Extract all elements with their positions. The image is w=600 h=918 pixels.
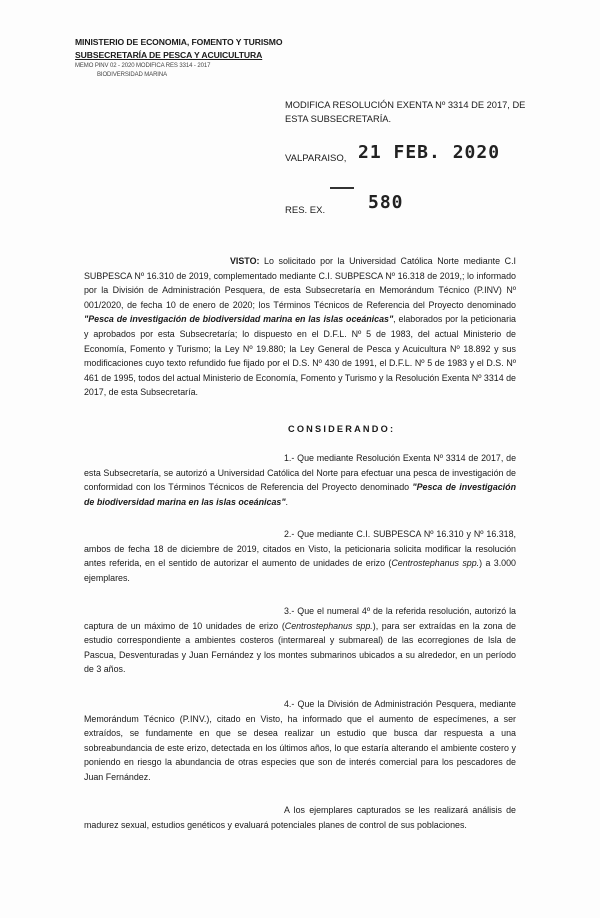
resolution-label (285, 205, 325, 216)
considerando-item-1 (84, 451, 516, 509)
subsecretaria-name: SUBSECRETARÍA DE PESCA Y ACUICULTURA (75, 50, 263, 60)
ministry-name: MINISTERIO DE ECONOMIA, FOMENTO Y TURISMO (75, 37, 283, 47)
item-1-text: 1.- Que mediante Resolución Exenta Nº 3314 de 2017, de esta Subsecretaría, se autorizó a Universidad Católica del Norte para efectuar una pesca de investigación de conformidad con los Términos Técnicos de Referencia del Proyecto denominado (84, 453, 516, 493)
considerando-heading: CONSIDERANDO: (288, 424, 396, 434)
considerando-item-2 (84, 527, 516, 585)
item-2-species: Centrostephanus spp. (391, 558, 480, 569)
considerando-item-3 (84, 604, 516, 677)
considerando-closing-paragraph (84, 803, 516, 832)
visto-lead: VISTO: (230, 256, 260, 266)
resolution-label-text: RES. EX. (285, 205, 326, 216)
item-4-text: 4.- Que la División de Administración Pesquera, mediante Memorándum Técnico (P.INV.), citado en Visto, ha informado que el aumento de especímenes, a ser extraídos, se fundamente en que se desea realizar un estudio que busca dar respuesta a una sobreabundancia de este erizo, detectada en los últimos años, lo que estaría alterando el ambiente costero y poniendo en riesgo la abundancia de otras especies que son de interés comercial para los pescadores de Juan Fernández. (84, 699, 516, 782)
visto-project-title: "Pesca de investigación de biodiversidad marina en las islas oceánicas" (84, 314, 394, 325)
item-3-text: 3.- Que el numeral 4º de la referida resolución, autorizó la captura de un máximo de 10 unidades de erizo ( (84, 606, 516, 631)
considerando-item-4 (84, 697, 516, 785)
item-3-species: Centrostephanus spp. (284, 620, 373, 631)
resolution-subject: MODIFICA RESOLUCIÓN EXENTA Nº 3314 DE 2017, DE ESTA SUBSECRETARÍA. (285, 100, 526, 124)
memo-reference: MEMO PINV 02 - 2020 MODIFICA RES 3314 - 2017 (75, 63, 211, 69)
visto-text-1: Lo solicitado por la Universidad Católica Norte mediante C.I SUBPESCA Nº 16.310 de 2019, complementado mediante C.I. SUBPESCA Nº 16.318 de 2019,; lo informado por la División de Administración Pesquera, de esta Subsecretaría en Memorándum Técnico (P.INV) Nº 001/2020, de fecha 10 de enero de 2020; los Términos Técnicos de Referencia del Proyecto denominado (84, 256, 516, 310)
item-2-text-end: ) a 3.000 ejemplares. (84, 558, 516, 583)
visto-paragraph (84, 254, 516, 400)
visto-text-2: , elaborados por la peticionaria y aprobados por esta Subsecretaría; lo dispuesto en el D.F.L. Nº 5 de 1983, del actual Ministerio de Economía, Fomento y Turismo; la Ley Nº 19.880; la Ley General de Pesca y Acuicultura Nº 18.892 y sus modificaciones cuyo texto refundido fue fijado por el D.S. Nº 430 de 1991, el D.F.L. Nº 5 de 1983 y el D.S. Nº 461 de 1995, todos del actual Ministerio de Economía, Fomento y Turismo y la Resolución Exenta Nº 3314 de 2017, de esta Subsecretaría. (84, 314, 516, 398)
item-1-end: . (285, 496, 288, 507)
item-1-project-title: "Pesca de investigación de biodiversidad marina en las islas oceánicas" (84, 482, 516, 507)
stamp-dash (330, 187, 354, 189)
item-2-text: 2.- Que mediante C.I. SUBPESCA Nº 16.310 y Nº 16.318, ambos de fecha 18 de diciembre de 2019, citados en Visto, la peticionaria solicita modificar la resolución antes referida, en el sentido de autorizar el aumento de unidades de erizo ( (84, 529, 516, 569)
closing-text: A los ejemplares capturados se les realizará análisis de madurez sexual, estudios genéticos y evaluará potenciales planes de control de sus poblaciones. (84, 805, 516, 830)
date-stamp: 21 FEB. 2020 (358, 142, 501, 163)
resolution-number: 580 (368, 192, 404, 213)
letterhead (75, 36, 282, 80)
registry-label: BIODIVERSIDAD MARINA (97, 72, 168, 78)
item-3-text-end: ), para ser extraídas en la zona de estudio correspondiente a ambientes costeros (intermareal y submareal) de las ecorregiones de Isla de Pascua, Desventuradas y Juan Fernández y los montes submarinos ubicados a su alrededor, en un período de 3 años. (84, 620, 516, 675)
place-label: VALPARAISO, (285, 153, 347, 164)
